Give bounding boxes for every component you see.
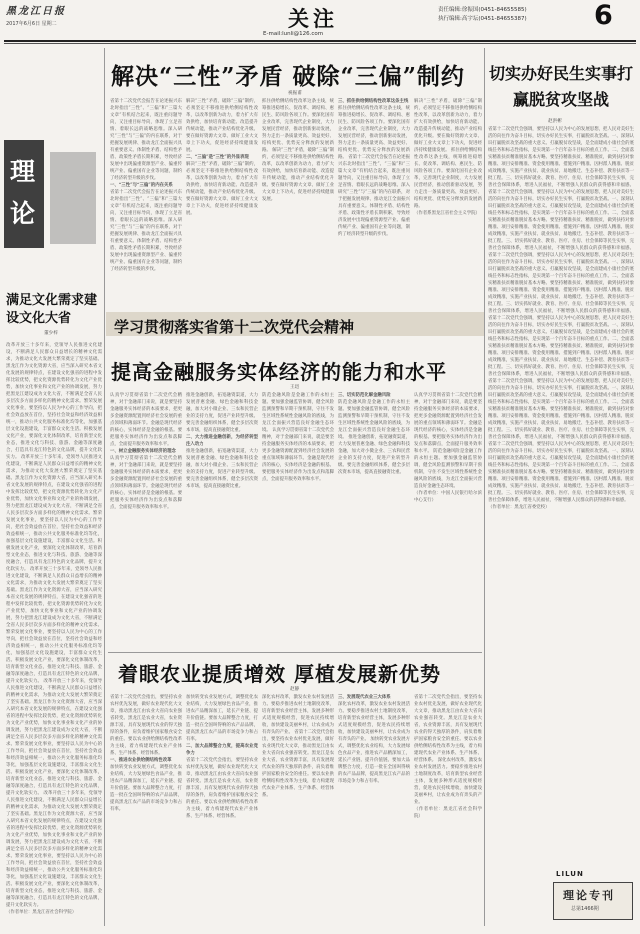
main-sub-3: 三、抓住供给侧结构性改革这条主线	[338, 99, 409, 104]
left-article-author: 董少梓	[44, 331, 58, 336]
section-label-box	[4, 140, 44, 248]
section-title: 关注	[288, 6, 338, 31]
right-article-title: 切实办好民生实事打赢脱贫攻坚战	[488, 64, 633, 109]
agri-col-3: 深化农村改革，激发农业农村发展活力。要稳步推进农村土地制度改革，培育新型农业经营主体，发展多种形式适度规模经营，促进农民持续增收，加快建设美丽乡村，让农业成为有奔头的产业。 省第十二次党代会指出，要坚持农业农村优先发展，做好农业现代化大文章，推动黑龙江由农业大省向农业强省转变。黑龙江是农业大省，农业资源丰富，具有发展现代农业的得天独厚的条件，肩负着维护国家粮食安全的重任。要以农业供给侧结构性改革为主线，着力构建现代农业产业体系、生产体系、经营体系。	[262, 695, 334, 798]
finance-sub-2: 二、大力推进金融创新，为经济转型注入动力	[186, 435, 258, 447]
agri-col-4: 三、发展现代农业三大体系 深化农村改革，激发农业农村发展活力。要稳步推进农村土地制度改革，培育新型农业经营主体，发展多种形式适度规模经营，促进农民持续增收，加快建设美丽乡村，让农业成为有奔头的产业。 加快转变农业发展方式，调整优化农业结构，大力发展绿色食品产业，推进农产品精深加工，延长产业链、提升价值链。要加大品牌整合力度，打造一批在全国叫得响的农产品品牌，提高黑龙江农产品的市场竞争力和占有率。	[338, 695, 410, 784]
finance-col-5: 认真学习贯彻省第十二次党代会精神，对于金融部门来说，就是要坚持金融服务实体经济的本质要求，把更多金融资源配置到经济社会发展的重点领域和薄弱环节。金融是现代经济的核心，实体经济是金融的根基。要把服务实体经济作为出发点和落脚点，全面提升服务效率和水平。 防范金融风险是金融工作的永恒主题。要加强金融监管协调，健全风险监测预警和早期干预机制，守住不发生区域性系统性金融风险的底线，为龙江全面振兴营造良好金融生态环境。 （作者单位：中国人民银行哈尔滨中心支行）	[414, 393, 482, 503]
agri-article-title: 着眼农业提质增效 厚植发展新优势	[118, 662, 441, 686]
agri-sub-1: 一、推进农业供给侧结构性改革	[110, 758, 172, 763]
section-email: E-mail:lunli@126.com	[263, 31, 324, 37]
issue-number: 总第1466期	[571, 906, 599, 912]
main-sub-1: 一、“三性”与“三偏”的内在关系	[110, 183, 173, 188]
main-sub-2: 二、“三偏”是“三性”的外显表现	[186, 155, 249, 160]
left-article-title: 满足文化需求建设文化大省	[6, 293, 98, 326]
main-article-col-5: 解决“三性”矛盾，破除“三偏”制约，必须坚定不移推进供给侧结构性改革，以改革创新为动力，着力扩大有效供给，加快培育新动能、改造提升传统动能，推动产业结构优化升级。要在做好资源大文章、做好工业大文章上下功夫，促进经济持续健康发展。 抓住供给侧结构性改革这条主线，统筹推进稳增长、促改革、调结构、惠民生、防风险各项工作。要深化国有企业改革，完善现代企业制度，大力发展民营经济，推动创新驱动发展，努力走出一条质量更高、效益更好、结构更优、优势充分释放的发展新路。 （作者系黑龙江省社会主义学院）	[414, 99, 482, 216]
left-article-body: 改革开放三十多年来，党领导人民推进文化建设，不断满足人民群众日益增长的精神文化需求，为推动文化大发展大繁荣奠定了坚实基础。黑龙江作为文化资源大省，应当深入研究本省文化发展的规律特点，在建设文化强省的进程中发挥比较优势，把文化资源优势转化为文化产业优势，加快文化事业和文化产业的协调发展，努力把黑龙江建设成为文化大省，不断满足全省人民多层次多方面多样化的精神文化需求。繁荣发展文化事业，要坚持以人民为中心的工作导向，把社会效益放在首位，坚持社会效益和经济效益相统一，推动公共文化服务标准化均等化，加强基层文化设施建设，丰富群众文化生活。积极发展文化产业，要深化文化体制改革，培育新型文化业态，推进文化与科技、旅游、金融等深度融合，打造具有龙江特色的文化品牌，提升文化软实力。 改革开放三十多年来，党领导人民推进文化建设，不断满足人民群众日益增长的精神文化需求，为推动文化大发展大繁荣奠定了坚实基础。黑龙江作为文化资源大省，应当深入研究本省文化发展的规律特点，在建设文化强省的进程中发挥比较优势，把文化资源优势转化为文化产业优势，加快文化事业和文化产业的协调发展，努力把黑龙江建设成为文化大省，不断满足全省人民多层次多方面多样化的精神文化需求。繁荣发展文化事业，要坚持以人民为中心的工作导向，把社会效益放在首位，坚持社会效益和经济效益相统一，推动公共文化服务标准化均等化，加强基层文化设施建设，丰富群众文化生活。积极发展文化产业，要深化文化体制改革，培育新型文化业态，推进文化与科技、旅游、金融等深度融合，打造具有龙江特色的文化品牌，提升文化软实力。 改革开放三十多年来，党领导人民推进文化建设，不断满足人民群众日益增长的精神文化需求，为推动文化大发展大繁荣奠定了坚实基础。黑龙江作为文化资源大省，应当深入研究本省文化发展的规律特点，在建设文化强省的进程中发挥比较优势，把文化资源优势转化为文化产业优势，加快文化事业和文化产业的协调发展，努力把黑龙江建设成为文化大省，不断满足全省人民多层次多方面多样化的精神文化需求。繁荣发展文化事业，要坚持以人民为中心的工作导向，把社会效益放在首位，坚持社会效益和经济效益相统一，推动公共文化服务标准化均等化，加强基层文化设施建设，丰富群众文化生活。积极发展文化产业，要深化文化体制改革，培育新型文化业态，推进文化与科技、旅游、金融等深度融合，打造具有龙江特色的文化品牌，提升文化软实力。 改革开放三十多年来，党领导人民推进文化建设，不断满足人民群众日益增长的精神文化需求，为推动文化大发展大繁荣奠定了坚实基础。黑龙江作为文化资源大省，应当深入研究本省文化发展的规律特点，在建设文化强省的进程中发挥比较优势，把文化资源优势转化为文化产业优势，加快文化事业和文化产业的协调发展，努力把黑龙江建设成为文化大省，不断满足全省人民多层次多方面多样化的精神文化需求。繁荣发展文化事业，要坚持以人民为中心的工作导向，把社会效益放在首位，坚持社会效益和经济效益相统一，推动公共文化服务标准化均等化，加强基层文化设施建设，丰富群众文化生活。积极发展文化产业，要深化文化体制改革，培育新型文化业态，推进文化与科技、旅游、金融等深度融合，打造具有龙江特色的文化品牌，提升文化软实力。 改革开放三十多年来，党领导人民推进文化建设，不断满足人民群众日益增长的精神文化需求，为推动文化大发展大繁荣奠定了坚实基础。黑龙江作为文化资源大省，应当深入研究本省文化发展的规律特点，在建设文化强省的进程中发挥比较优势，把文化资源优势转化为文化产业优势，加快文化事业和文化产业的协调发展，努力把黑龙江建设成为文化大省，不断满足全省人民多层次多方面多样化的精神文化需求。繁荣发展文化事业，要坚持以人民为中心的工作导向，把社会效益放在首位，坚持社会效益和经济效益相统一，推动公共文化服务标准化均等化，加强基层文化设施建设，丰富群众文化生活。积极发展文化产业，要深化文化体制改革，培育新型文化业态，推进文化与科技、旅游、金融等深度融合，打造具有龙江特色的文化品牌，提升文化软实力。 （作者单位：黑龙江省社会科学院）	[6, 343, 102, 915]
column-divider-left	[104, 48, 105, 926]
issue-date: 2017年6月6日 星期二	[6, 21, 57, 27]
editor-line: 责任编辑:徐振国(0451-84655585)	[438, 7, 527, 13]
column-divider-right	[484, 48, 485, 926]
finance-col-3: 防范金融风险是金融工作的永恒主题。要加强金融监管协调，健全风险监测预警和早期干预机制，守住不发生区域性系统性金融风险的底线，为龙江全面振兴营造良好金融生态环境。 认真学习贯彻省第十二次党代会精神，对于金融部门来说，就是要坚持金融服务实体经济的本质要求，把更多金融资源配置到经济社会发展的重点领域和薄弱环节。金融是现代经济的核心，实体经济是金融的根基。要把服务实体经济作为出发点和落脚点，全面提升服务效率和水平。	[262, 393, 334, 482]
agri-col-1: 省第十二次党代会指出，要坚持农业农村优先发展，做好农业现代化大文章，推动黑龙江由农业大省向农业强省转变。黑龙江是农业大省，农业资源丰富，具有发展现代农业的得天独厚的条件，肩负着维护国家粮食安全的重任。要以农业供给侧结构性改革为主线，着力构建现代农业产业体系、生产体系、经营体系。 一、推进农业供给侧结构性改革 加快转变农业发展方式，调整优化农业结构，大力发展绿色食品产业，推进农产品精深加工，延长产业链、提升价值链。要加大品牌整合力度，打造一批在全国叫得响的农产品品牌，提高黑龙江农产品的市场竞争力和占有率。	[110, 695, 182, 812]
right-article-author: 赵洪彬	[548, 119, 562, 124]
main-article-author: 祝振甫	[288, 91, 302, 96]
decorative-pattern	[50, 152, 96, 244]
paper-logo: 黑龙江日报	[6, 6, 66, 17]
editor-info	[438, 6, 527, 24]
finance-sub-1: 一、树立金融服务实体经济的理念	[110, 449, 176, 454]
masthead-rule-thin	[4, 43, 636, 44]
masthead-rule	[4, 40, 636, 42]
finance-article-title: 提高金融服务实体经济的能力和水平	[111, 360, 447, 384]
agri-article-author: 赵静	[290, 687, 300, 692]
main-article-col-2: 解决“三性”矛盾，破除“三偏”制约，必须坚定不移推进供给侧结构性改革，以改革创新为动力，着力扩大有效供给，加快培育新动能、改造提升传统动能，推动产业结构优化升级。要在做好资源大文章、做好工业大文章上下功夫，促进经济持续健康发展。 二、“三偏”是“三性”的外显表现 解决“三性”矛盾，破除“三偏”制约，必须坚定不移推进供给侧结构性改革，以改革创新为动力，着力扩大有效供给，加快培育新动能、改造提升传统动能，推动产业结构优化升级。要在做好资源大文章、做好工业大文章上下功夫，促进经济持续健康发展。	[186, 99, 258, 216]
finance-col-4: 三、切实防范化解金融风险 防范金融风险是金融工作的永恒主题。要加强金融监管协调，健全风险监测预警和早期干预机制，守住不发生区域性系统性金融风险的底线，为龙江全面振兴营造良好金融生态环境。 推进金融创新，拓宽融资渠道，大力发展普惠金融、绿色金融和科技金融，加大对小微企业、三农和民营企业的支持力度，促进产业转型升级。要完善金融组织体系，健全多层次资本市场，提高直接融资比重。	[338, 393, 410, 475]
masthead	[0, 0, 640, 46]
left-article-footer: （作者单位：黑龙江省社会科学院）	[6, 910, 77, 915]
agri-col-2: 加快转变农业发展方式，调整优化农业结构，大力发展绿色食品产业，推进农产品精深加工，延长产业链、提升价值链。要加大品牌整合力度，打造一批在全国叫得响的农产品品牌，提高黑龙江农产品的市场竞争力和占有率。 二、加大品牌整合力度，提高农业竞争力 省第十二次党代会指出，要坚持农业农村优先发展，做好农业现代化大文章，推动黑龙江由农业大省向农业强省转变。黑龙江是农业大省，农业资源丰富，具有发展现代农业的得天独厚的条件，肩负着维护国家粮食安全的重任。要以农业供给侧结构性改革为主线，着力构建现代农业产业体系、生产体系、经营体系。	[186, 695, 258, 819]
finance-col-2: 推进金融创新，拓宽融资渠道，大力发展普惠金融、绿色金融和科技金融，加大对小微企业、三农和民营企业的支持力度，促进产业转型升级。要完善金融组织体系，健全多层次资本市场，提高直接融资比重。 二、大力推进金融创新，为经济转型注入动力 推进金融创新，拓宽融资渠道，大力发展普惠金融、绿色金融和科技金融，加大对小微企业、三农和民营企业的支持力度，促进产业转型升级。要完善金融组织体系，健全多层次资本市场，提高直接融资比重。	[186, 393, 258, 489]
column-name: 理论专刊	[563, 889, 615, 902]
page-number: 6	[594, 0, 613, 31]
finance-sub-3: 三、切实防范化解金融风险	[338, 393, 391, 398]
section-label: 理论	[10, 157, 36, 228]
theme-banner-title: 学习贯彻落实省第十二次党代会精神	[114, 318, 355, 336]
right-article-body: 省第十二次党代会强调，要坚持以人民为中心的发展思想，把人民对美好生活的向往作为奋斗目标，切实办好民生实事，打赢脱贫攻坚战。一、深刻认识打赢脱贫攻坚战的重大意义。打赢脱贫攻坚战，是全面建成小康社会的底线任务和标志性指标，是实现第一个百年奋斗目标的重点工作。二、全面落实精准扶贫精准脱贫基本方略。要坚持精准扶贫、精准脱贫，做到扶持对象精准、项目安排精准、资金使用精准、措施到户精准、因村派人精准、脱贫成效精准，实施产业扶贫、就业扶贫、易地搬迁、生态补偿、教育扶贫等一批工程。三、切实抓好就业、教育、医疗、住房、社会保障等民生实事，完善社会保障体系，增进人民福祉，不断增强人民群众的获得感和幸福感。 省第十二次党代会强调，要坚持以人民为中心的发展思想，把人民对美好生活的向往作为奋斗目标，切实办好民生实事，打赢脱贫攻坚战。一、深刻认识打赢脱贫攻坚战的重大意义。打赢脱贫攻坚战，是全面建成小康社会的底线任务和标志性指标，是实现第一个百年奋斗目标的重点工作。二、全面落实精准扶贫精准脱贫基本方略。要坚持精准扶贫、精准脱贫，做到扶持对象精准、项目安排精准、资金使用精准、措施到户精准、因村派人精准、脱贫成效精准，实施产业扶贫、就业扶贫、易地搬迁、生态补偿、教育扶贫等一批工程。三、切实抓好就业、教育、医疗、住房、社会保障等民生实事，完善社会保障体系，增进人民福祉，不断增强人民群众的获得感和幸福感。 省第十二次党代会强调，要坚持以人民为中心的发展思想，把人民对美好生活的向往作为奋斗目标，切实办好民生实事，打赢脱贫攻坚战。一、深刻认识打赢脱贫攻坚战的重大意义。打赢脱贫攻坚战，是全面建成小康社会的底线任务和标志性指标，是实现第一个百年奋斗目标的重点工作。二、全面落实精准扶贫精准脱贫基本方略。要坚持精准扶贫、精准脱贫，做到扶持对象精准、项目安排精准、资金使用精准、措施到户精准、因村派人精准、脱贫成效精准，实施产业扶贫、就业扶贫、易地搬迁、生态补偿、教育扶贫等一批工程。三、切实抓好就业、教育、医疗、住房、社会保障等民生实事，完善社会保障体系，增进人民福祉，不断增强人民群众的获得感和幸福感。 省第十二次党代会强调，要坚持以人民为中心的发展思想，把人民对美好生活的向往作为奋斗目标，切实办好民生实事，打赢脱贫攻坚战。一、深刻认识打赢脱贫攻坚战的重大意义。打赢脱贫攻坚战，是全面建成小康社会的底线任务和标志性指标，是实现第一个百年奋斗目标的重点工作。二、全面落实精准扶贫精准脱贫基本方略。要坚持精准扶贫、精准脱贫，做到扶持对象精准、项目安排精准、资金使用精准、措施到户精准、因村派人精准、脱贫成效精准，实施产业扶贫、就业扶贫、易地搬迁、生态补偿、教育扶贫等一批工程。三、切实抓好就业、教育、医疗、住房、社会保障等民生实事，完善社会保障体系，增进人民福祉，不断增强人民群众的获得感和幸福感。 省第十二次党代会强调，要坚持以人民为中心的发展思想，把人民对美好生活的向往作为奋斗目标，切实办好民生实事，打赢脱贫攻坚战。一、深刻认识打赢脱贫攻坚战的重大意义。打赢脱贫攻坚战，是全面建成小康社会的底线任务和标志性指标，是实现第一个百年奋斗目标的重点工作。二、全面落实精准扶贫精准脱贫基本方略。要坚持精准扶贫、精准脱贫，做到扶持对象精准、项目安排精准、资金使用精准、措施到户精准、因村派人精准、脱贫成效精准，实施产业扶贫、就业扶贫、易地搬迁、生态补偿、教育扶贫等一批工程。三、切实抓好就业、教育、医疗、住房、社会保障等民生实事，完善社会保障体系，增进人民福祉，不断增强人民群众的获得感和幸福感。 省第十二次党代会强调，要坚持以人民为中心的发展思想，把人民对美好生活的向往作为奋斗目标，切实办好民生实事，打赢脱贫攻坚战。一、深刻认识打赢脱贫攻坚战的重大意义。打赢脱贫攻坚战，是全面建成小康社会的底线任务和标志性指标，是实现第一个百年奋斗目标的重点工作。二、全面落实精准扶贫精准脱贫基本方略。要坚持精准扶贫、精准脱贫，做到扶持对象精准、项目安排精准、资金使用精准、措施到户精准、因村派人精准、脱贫成效精准，实施产业扶贫、就业扶贫、易地搬迁、生态补偿、教育扶贫等一批工程。三、切实抓好就业、教育、医疗、住房、社会保障等民生实事，完善社会保障体系，增进人民福祉，不断增强人民群众的获得感和幸福感。 （作者单位：黑龙江省委党校）	[488, 127, 634, 510]
section-divider	[108, 652, 482, 653]
main-article-title: 解决“三性”矛盾 破除“三偏”制约	[111, 63, 465, 90]
main-article-col-4: 三、抓住供给侧结构性改革这条主线 抓住供给侧结构性改革这条主线，统筹推进稳增长、促改革、调结构、惠民生、防风险各项工作。要深化国有企业改革，完善现代企业制度，大力发展民营经济，推动创新驱动发展，努力走出一条质量更高、效益更好、结构更优、优势充分释放的发展新路。 省第十二次党代会报告在论述振兴东北时指出“三性”、“三偏”和“三篇大文章”有机结合起来，既注重问题导向，又注重目标导向，体现了立足省情、着眼长远的战略思维。深入研究“三性”与“三偏”的内在联系，对于把握发展规律、推动龙江全面振兴具有重要意义。体制性矛盾、结构性矛盾、政策性矛盾长期积累，导致经济发展中出现偏重资源型产业、偏重传统产业、偏重国有企业等问题，制约了经济转型升级的步伐。	[338, 99, 410, 237]
finance-article-footer: （作者单位：中国人民银行哈尔滨中心支行）	[414, 491, 482, 503]
column-tag: LILUN	[556, 870, 584, 878]
agri-sub-2: 二、加大品牌整合力度，提高农业竞争力	[186, 744, 258, 756]
right-article-footer: （作者单位：黑龙江省委党校）	[488, 505, 550, 510]
finance-col-1: 认真学习贯彻省第十二次党代会精神，对于金融部门来说，就是要坚持金融服务实体经济的本质要求，把更多金融资源配置到经济社会发展的重点领域和薄弱环节。金融是现代经济的核心，实体经济是金融的根基。要把服务实体经济作为出发点和落脚点，全面提升服务效率和水平。 一、树立金融服务实体经济的理念 认真学习贯彻省第十二次党代会精神，对于金融部门来说，就是要坚持金融服务实体经济的本质要求，把更多金融资源配置到经济社会发展的重点领域和薄弱环节。金融是现代经济的核心，实体经济是金融的根基。要把服务实体经济作为出发点和落脚点，全面提升服务效率和水平。	[110, 393, 182, 510]
agri-col-5: 省第十二次党代会指出，要坚持农业农村优先发展，做好农业现代化大文章，推动黑龙江由农业大省向农业强省转变。黑龙江是农业大省，农业资源丰富，具有发展现代农业的得天独厚的条件，肩负着维护国家粮食安全的重任。要以农业供给侧结构性改革为主线，着力构建现代农业产业体系、生产体系、经营体系。 深化农村改革，激发农业农村发展活力。要稳步推进农村土地制度改革，培育新型农业经营主体，发展多种形式适度规模经营，促进农民持续增收，加快建设美丽乡村，让农业成为有奔头的产业。 （作者单位：黑龙江省社会科学院）	[414, 695, 482, 819]
main-article-col-1: 省第十二次党代会报告在论述振兴东北时指出“三性”、“三偏”和“三篇大文章”有机结合起来，既注重问题导向，又注重目标导向，体现了立足省情、着眼长远的战略思维。深入研究“三性”与“三偏”的内在联系，对于把握发展规律、推动龙江全面振兴具有重要意义。体制性矛盾、结构性矛盾、政策性矛盾长期积累，导致经济发展中出现偏重资源型产业、偏重传统产业、偏重国有企业等问题，制约了经济转型升级的步伐。 一、“三性”与“三偏”的内在关系 省第十二次党代会报告在论述振兴东北时指出“三性”、“三偏”和“三篇大文章”有机结合起来，既注重问题导向，又注重目标导向，体现了立足省情、着眼长远的战略思维。深入研究“三性”与“三偏”的内在联系，对于把握发展规律、推动龙江全面振兴具有重要意义。体制性矛盾、结构性矛盾、政策性矛盾长期积累，导致经济发展中出现偏重资源型产业、偏重传统产业、偏重国有企业等问题，制约了经济转型升级的步伐。	[110, 99, 182, 272]
agri-article-footer: （作者单位：黑龙江省社会科学院）	[414, 807, 482, 819]
agri-sub-3: 三、发展现代农业三大体系	[338, 695, 391, 700]
main-article-col-3: 抓住供给侧结构性改革这条主线，统筹推进稳增长、促改革、调结构、惠民生、防风险各项工作。要深化国有企业改革，完善现代企业制度，大力发展民营经济，推动创新驱动发展，努力走出一条质量更高、效益更好、结构更优、优势充分释放的发展新路。 解决“三性”矛盾，破除“三偏”制约，必须坚定不移推进供给侧结构性改革，以改革创新为动力，着力扩大有效供给，加快培育新动能、改造提升传统动能，推动产业结构优化升级。要在做好资源大文章、做好工业大文章上下功夫，促进经济持续健康发展。	[262, 99, 334, 202]
finance-article-author: 王迅	[290, 385, 300, 390]
layout-line: 执行编辑:高宇坛(0451-84655387)	[438, 16, 527, 22]
main-article-footer: （作者系黑龙江省社会主义学院）	[414, 211, 480, 216]
